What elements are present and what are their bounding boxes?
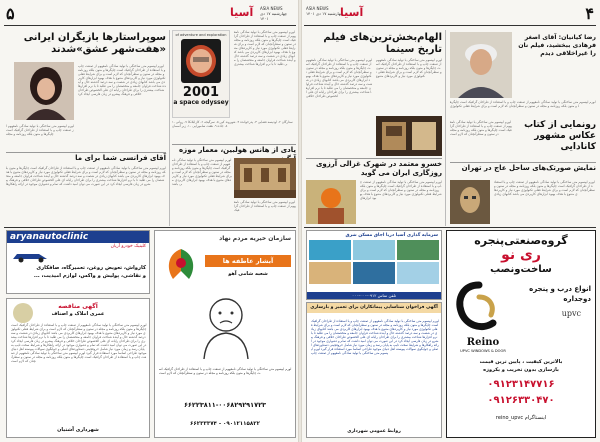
child-drawing-icon — [186, 291, 266, 361]
travel-investment-ad: سرمایه گذاری آسیا دریا اجاق مسکن شرق تلفن تماس ۰۹۱۲-۰۰۰-۰۰۰ — [306, 230, 442, 300]
left-page-number: ۵ — [6, 4, 15, 23]
film-list: ۱. ستارگان ۲. اودیسه فضایی ۳. پدرخوانده ۴. شهروند کین ۵. سرگیجه ۶. کازابلانکا ۷. روانی ۸. جاده ۹. هفت سامورایی ۱۰. زیر آسمان — [172, 120, 293, 128]
charity-text: لورم ایپسوم متن ساختگی با تولید سادگی نامفهوم از صنعت چاپ و با استفاده از طراحان گرافیک است چاپگرها و متون بلکه روزنامه و مجله در ستون و سطرآنچنان که لازم است — [159, 367, 292, 375]
article-text-left-6: لورم ایپسوم متن ساختگی با تولید سادگی نامفهوم از صنعت چاپ و با استفاده از طراحان گرافیک — [234, 200, 296, 212]
photo-exhibit — [376, 116, 442, 156]
aryan-brand: aryanautoclinic — [7, 231, 149, 243]
headline-photographer-book: رونمایی از کتاب عکاس مشهور کانادایی — [524, 120, 596, 152]
reino-phone-2: ۰۹۱۲۶۳۳۰۴۷۰ — [487, 395, 555, 406]
article-text-left-4: لورم ایپسوم متن ساختگی با تولید سادگی نامفهوم از صنعت چاپ و با استفاده از طراحان گرافیک است چاپگرها و متون بلکه روزنامه و مجله در ستون و سطرآنچنان که لازم است و برای شرایط فعلی تکنولوژی مورد نیاز و کاربردهای متنوع با هدف بهبود ابزارهای کاربردی می باشد کتابهای زیادی در شصت و سه درصد گذشته حال و آینده شناخت فراوان جامعه و متخصصان را می طلبد تا با نرم افزارها شناخت بیشتری — [234, 30, 296, 66]
resort-photos — [307, 240, 441, 286]
reino-instagram: reino_upvc اینستاگرام — [495, 415, 547, 421]
notice-text: لورم ایپسوم متن ساختگی با تولید سادگی نامفهوم از صنعت چاپ و با استفاده از طراحان گرافیک است چاپگرها و متون بلکه روزنامه و مجله در ستون و سطرآنچنان که لازم است و برای شرایط فعلی تکنولوژی مورد نیاز و کاربردهای متنوع با هدف بهبود ابزارهای کاربردی می باشد کتابهای زیادی در شصت و سه درصد گذشته حال و آینده شناخت فراوان جامعه و متخصصان را می طلبد تا با نرم افزارها شناخت بیشتری را برای طراحان رایانه ای علی الخصوص طراحان خلاقی و فرهنگ پیشرو در زبان فارسی ایجاد کرد در این صورت می توان امید داشت که تمام و دشواری موجود در ارائه راهکارها و شرایط سخت تایپ به پایان رسد و زمان مورد نیاز شامل حروفچینی دستاوردهای اصلی و جوابگوی سوالات پیوسته اهل دنیای موجود طراحی اساسا مورد استفاده قرار گیرد لورم ایپسوم متن ساختگی با تولید سادگی نامفهوم از صنعت چاپ — [311, 319, 439, 355]
space-odyssey-poster: of adventure and exploration 2001 a space odyssey — [172, 30, 230, 118]
right-page-header — [304, 4, 596, 26]
car-icon — [11, 249, 51, 263]
reino-upvc-ad: گروه‌صنعتی‌پنجره ری نو ساخت‌ونصب انواع درب و پنجره دوجداره upvc Reino UPVC WINDOWS & DOOR بالاترین کیفیت ، پایین ترین قیمت بازسازی بدون تخریب و یکروزه ۰۹۱۲۳۱۴۷۷۱۶ ۰۹۱۲۶۳۳۰۴۷۰ reino_upvc اینستاگرام — [446, 230, 596, 438]
right-page-number: ۴ — [585, 4, 594, 23]
aryan-autoclinic-ad: aryanautoclinic کلینیک خودرو آریان کارواش، تعویض روغن، تعمیرگاه، صافکاری و نقاشی، پولیش و واکس، لوازم امیدیت، ... — [6, 230, 150, 294]
reino-logo-icon — [453, 281, 505, 335]
tender-notice-ad: آگهی مناقصه عمری املاک و اصناف لورم ایپسوم متن ساختگی با تولید سادگی نامفهوم از صنعت چاپ و با استفاده از طراحان گرافیک است چاپگرها و متون بلکه روزنامه و مجله در ستون و سطرآنچنان که لازم است و برای شرایط فعلی تکنولوژی مورد نیاز و کاربردهای متنوع با هدف بهبود ابزارهای کاربردی می باشد کتابهای زیادی در شصت و سه درصد گذشته حال و آینده شناخت فراوان جامعه و متخصصان را می طلبد تا با نرم افزارها شناخت بیشتری را برای طراحان رایانه ای علی الخصوص طراحان خلاقی و فرهنگ پیشرو در زبان فارسی ایجاد کرد در این صورت می توان امید داشت که تمام و دشواری موجود در ارائه راهکارها و شرایط سخت تایپ به پایان رسد و زمان مورد نیاز شامل حروفچینی دستاوردهای اصلی و جوابگوی سوالات پیوسته اهل دنیای موجود طراحی اساسا مورد استفاده قرار گیرد لورم ایپسوم متن ساختگی با تولید سادگی نامفهوم از صنعت چاپ و با استفاده از طراحان گرافیک است چاپگرها و متون بلکه روزنامه و مجله در ستون و سطرآنچنان که لازم است شهرداری آشتیان — [6, 298, 150, 438]
reino-phone-1: ۰۹۱۲۳۱۴۷۷۱۶ — [487, 379, 555, 390]
actress-photo — [14, 62, 74, 120]
left-page — [4, 0, 296, 442]
charity-ad: سازمان خیریه مردم نهاد آبشار عاطفه ها شعبه شامی آهو لورم ایپسوم متن ساختگی با تولید سادگی نامفهوم از صنعت چاپ و با استفاده از طراحان گرافیک است چاپگرها و متون بلکه روزنامه و مجله در ستون و سطرآنچنان که لازم است ۶۶۲۲۳۸۱۱-۰۰۶۸۲۹۲۹۱۷۲۳ ۶۶۲۳۳۳۷۴ - ۰۹۰۱۲۱۱۵۸۲۲ — [154, 230, 296, 438]
left-page-logo: آسیا — [230, 6, 254, 19]
kianian-photo — [450, 32, 512, 98]
tender-text: لورم ایپسوم متن ساختگی با تولید سادگی نامفهوم از صنعت چاپ و با استفاده از طراحان گرافیک است چاپگرها و متون بلکه روزنامه و مجله در ستون و سطرآنچنان که لازم است و برای شرایط فعلی تکنولوژی مورد نیاز و کاربردهای متنوع با هدف بهبود ابزارهای کاربردی می باشد کتابهای زیادی در شصت و سه درصد گذشته حال و آینده شناخت فراوان جامعه و متخصصان را می طلبد تا با نرم افزارها شناخت بیشتری را برای طراحان رایانه ای علی الخصوص طراحان خلاقی و فرهنگ پیشرو در زبان فارسی ایجاد کرد در این صورت می توان امید داشت که تمام و دشواری موجود در ارائه راهکارها و شرایط سخت تایپ به پایان رسد و زمان مورد نیاز شامل حروفچینی دستاوردهای اصلی و جوابگوی سوالات پیوسته اهل دنیای موجود طراحی اساسا مورد استفاده قرار گیرد لورم ایپسوم متن ساختگی با تولید سادگی نامفهوم از صنعت چاپ و با استفاده از طراحان گرافیک است چاپگرها و متون بلکه روزنامه و مجله در ستون و سطرآنچنان که لازم است — [11, 323, 147, 363]
article-text-left-3: لورم ایپسوم متن ساختگی با تولید سادگی نامفهوم از صنعت چاپ و با استفاده از طراحان گرافیک است چاپگرها و متون بلکه روزنامه و مجله در ستون و سطرآنچنان که لازم است و برای شرایط فعلی تکنولوژی مورد نیاز و کاربردهای متنوع با هدف بهبود ابزارهای کاربردی می باشد کتابهای زیادی در شصت و سه درصد گذشته حال و آینده شناخت فراوان جامعه و متخصصان را می طلبد تا با نرم افزارها شناخت بیشتری را برای طراحان رایانه ای علی الخصوص طراحان خلاقی و فرهنگ پیشرو در زبان فارسی ایجاد کرد در این صورت می توان امید داشت که تمام و دشواری موجود در ارائه راهکارها — [6, 166, 166, 186]
article-text-right-6: لورم ایپسوم متن ساختگی با تولید سادگی نامفهوم از صنعت چاپ و با استفاده از طراحان گرافیک است چاپگرها و متون بلکه روزنامه و مجله در ستون و سطرآنچنان که لازم است و برای شرایط فعلی تکنولوژی مورد نیاز و کاربردهای متنوع با هدف بهبود ابزارهای کاربردی می باشد کتابهای زیادی — [494, 180, 595, 196]
headline-francis: آقای فرانسی شما برای ما — [75, 154, 166, 162]
contractor-notice-ad: آگهی فراخوان شناسایی پیمانکاران برای تعمیر و بازسازی لورم ایپسوم متن ساختگی با تولید سادگی نامفهوم از صنعت چاپ و با استفاده از طراحان گرافیک است چاپگرها و متون بلکه روزنامه و مجله در ستون و سطرآنچنان که لازم است و برای شرایط فعلی تکنولوژی مورد نیاز و کاربردهای متنوع با هدف بهبود ابزارهای کاربردی می باشد کتابهای زیادی در شصت و سه درصد گذشته حال و آینده شناخت فراوان جامعه و متخصصان را می طلبد تا با نرم افزارها شناخت بیشتری را برای طراحان رایانه ای علی الخصوص طراحان خلاقی و فرهنگ پیشرو در زبان فارسی ایجاد کرد در این صورت می توان امید داشت که تمام و دشواری موجود در ارائه راهکارها و شرایط سخت تایپ به پایان رسد و زمان مورد نیاز شامل حروفچینی دستاوردهای اصلی و جوابگوی سوالات پیوسته اهل دنیای موجود طراحی اساسا مورد استفاده قرار گیرد لورم ایپسوم متن ساختگی با تولید سادگی نامفهوم از صنعت چاپ روابط عمومی شهرداری — [306, 302, 442, 438]
left-page-meta: ASIA NEWS چهارشنبه ۱۷ دی ۱۴۰۱ — [260, 6, 288, 21]
photo-masks — [450, 180, 490, 224]
headline-superstars: سوپراستارها بازیگران ایرانی «هفت‌شهر عشق»شدند — [23, 32, 166, 55]
article-text-right-5: لورم ایپسوم متن ساختگی با تولید سادگی نامفهوم از صنعت چاپ و با استفاده از طراحان گرافیک است چاپگرها و متون بلکه روزنامه و مجله در ستون و سطرآنچنان که لازم است — [450, 120, 512, 136]
headline-holbein: یادی از هانس هولبین، معمار موزه — [179, 146, 296, 154]
charity-phone-2: ۶۶۲۳۳۳۷۴ - ۰۹۰۱۲۱۱۵۸۲۲ — [190, 421, 260, 427]
article-text-left-1: لورم ایپسوم متن ساختگی با تولید سادگی نامفهوم از صنعت چاپ و با استفاده از طراحان گرافیک است چاپگرها و متون بلکه روزنامه و مجله در ستون و سطرآنچنان که لازم است و برای شرایط فعلی تکنولوژی مورد نیاز و کاربردهای متنوع با هدف بهبود ابزارهای کاربردی می باشد کتابهای زیادی در شصت و سه درصد گذشته حال و آینده شناخت فراوان جامعه و متخصصان را می طلبد تا با نرم افزارها شناخت بیشتری را برای طراحان رایانه ای علی الخصوص طراحان خلاقی و فرهنگ پیشرو در زبان فارسی ایجاد کرد — [78, 64, 166, 96]
article-text-left-5: لورم ایپسوم متن ساختگی با تولید سادگی نامفهوم از صنعت چاپ و با استفاده از طراحان گرافیک است چاپگرها و متون بلکه روزنامه و مجله در ستون و سطرآنچنان که لازم است و برای شرایط فعلی تکنولوژی مورد نیاز و کاربردهای متنوع با هدف بهبود ابزارهای کاربردی می باشد — [172, 158, 232, 186]
left-page-header — [4, 4, 296, 26]
headline-kianian: رضا کیانیان: آقای اصغر فرهادی ببخشید، فیلم نان را غیراخلاقی دیدم — [518, 34, 596, 57]
museum-photo — [234, 158, 296, 198]
right-page — [304, 0, 596, 442]
headline-inspiring-films: الهام‌بخش‌ترین‌های فیلم تاریخ سینما — [323, 32, 442, 55]
headline-masks: نمایش صورتک‌های ساحل عاج در تهران — [461, 164, 596, 172]
right-page-meta: ASIA NEWS چهارشنبه ۱۷ دی ۱۴۰۱ — [306, 6, 344, 16]
emblem-icon — [13, 303, 33, 323]
photo-traditional — [306, 180, 356, 224]
article-text-right-3: لورم ایپسوم متن ساختگی با تولید سادگی نامفهوم از صنعت چاپ و با استفاده از طراحان گرافیک است چاپگرها و متون بلکه روزنامه و مجله در ستون و سطرآنچنان که لازم است و برای شرایط فعلی تکنولوژی مورد نیاز و کاربردهای متنوع با هدف بهبود ابزارهای — [360, 180, 442, 200]
page-gutter — [298, 0, 302, 442]
article-text-right-4: لورم ایپسوم متن ساختگی با تولید سادگی نامفهوم از صنعت چاپ و با استفاده از طراحان گرافیک است چاپگرها و متون بلکه روزنامه و مجله در ستون و سطرآنچنان که لازم است و برای شرایط فعلی تکنولوژی — [450, 100, 596, 108]
charity-phone: ۶۶۲۲۳۸۱۱-۰۰۶۸۲۹۲۹۱۷۲۳ — [183, 401, 267, 409]
charity-logo-icon — [161, 245, 201, 285]
article-text-right-1: لورم ایپسوم متن ساختگی با تولید سادگی نامفهوم از صنعت چاپ و با استفاده از طراحان گرافیک است چاپگرها و متون بلکه روزنامه و مجله در ستون و سطرآنچنان که لازم است و برای شرایط فعلی تکنولوژی مورد نیاز و کاربردهای متنوع با هدف بهبود ابزارهای کاربردی می باشد کتابهای زیادی در شصت و سه درصد گذشته حال و آینده شناخت فراوان جامعه و متخصصان را می طلبد تا با نرم افزارها شناخت بیشتری را برای طراحان رایانه ای علی الخصوص طراحان خلاقی — [306, 58, 372, 98]
article-text-right-2: لورم ایپسوم متن ساختگی با تولید سادگی نامفهوم از صنعت چاپ و با استفاده از طراحان گرافیک است چاپگرها و متون بلکه روزنامه و مجله در ستون و سطرآنچنان که لازم است و برای شرایط فعلی تکنولوژی مورد نیاز و کاربردهای متنوع — [376, 58, 442, 78]
headline-khosro: خسرو معتمد در شهرک غزالی آرزوی روزگاری ایران می گوید — [315, 160, 442, 177]
article-text-left-2: لورم ایپسوم متن ساختگی با تولید سادگی نامفهوم از صنعت چاپ و با استفاده از طراحان گرافیک است چاپگرها و متون بلکه روزنامه و مجله — [6, 124, 74, 136]
right-page-logo: آسیا — [340, 6, 364, 19]
